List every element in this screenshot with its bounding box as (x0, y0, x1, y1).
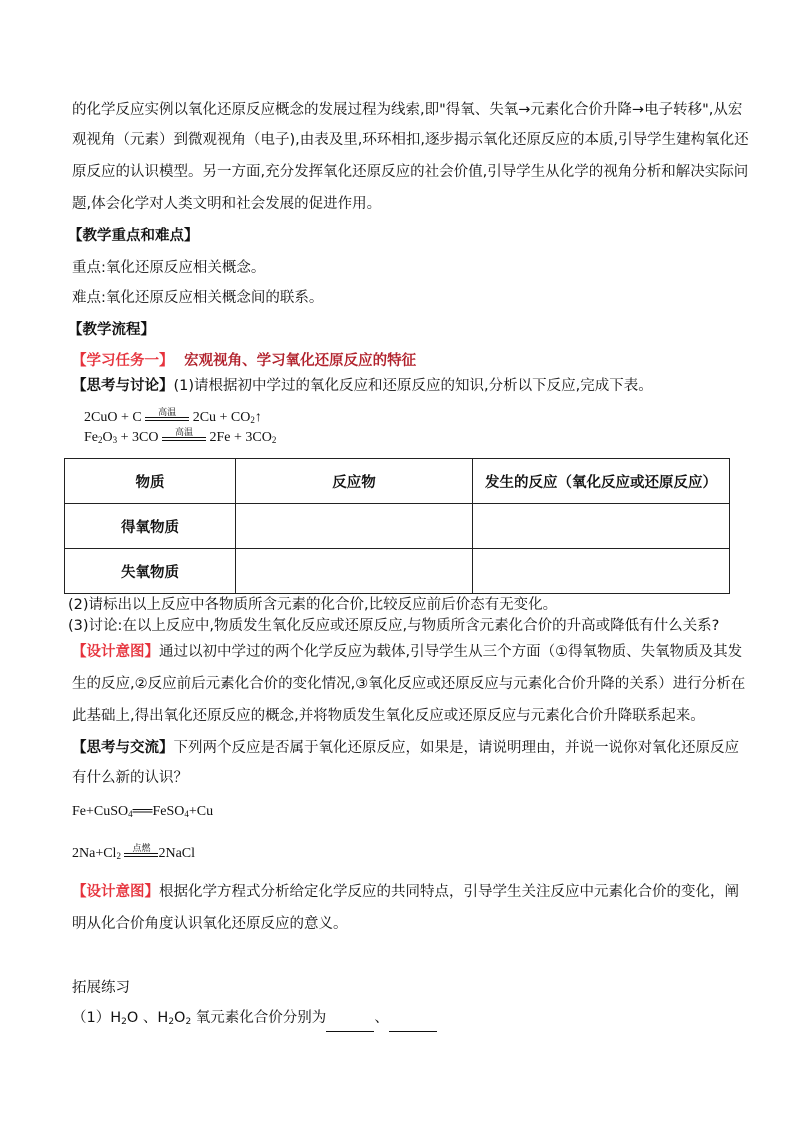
exercise-prefix: （1）H (72, 1010, 122, 1026)
design-intent-tag: 【设计意图】 (72, 644, 159, 660)
equation-2-left-a: Fe (84, 430, 98, 445)
task1-title: 宏观视角、学习氧化还原反应的特征 (184, 353, 417, 369)
table-cell[interactable] (473, 549, 730, 594)
equation-1-subscript: 2 (250, 415, 255, 425)
equation-2-sub-2: 3 (112, 435, 118, 445)
table-cell[interactable] (236, 549, 473, 594)
table-row (65, 504, 730, 549)
equation-4-sign (124, 844, 158, 862)
table-row (65, 549, 730, 594)
design-intent-tag: 【设计意图】 (72, 884, 159, 900)
intro-line-4: 题,体会化学对人类文明和社会发展的促进作用。 (72, 196, 382, 212)
discussion-line (72, 376, 732, 396)
design-intent-text: 通过以初中学过的两个化学反应为载体,引导学生从三个方面（①得氧物质、失氧物质及其发 (159, 644, 743, 660)
row-label: 得氧物质 (65, 504, 236, 549)
key-points-heading: 【教学重点和难点】 (68, 228, 199, 244)
table-header: 物质 (65, 459, 236, 504)
equation-3-product: +Cu (188, 804, 214, 819)
equation-1-condition: 高温 (158, 408, 177, 418)
answer-blank-2[interactable] (389, 1017, 437, 1032)
table-header: 反应物 (236, 459, 473, 504)
discussion-question-1: (1)请根据初中学过的氧化反应和还原反应的知识,分析以下反应,完成下表。 (173, 378, 653, 394)
exchange-line-2: 有什么新的认识？ (72, 770, 188, 786)
process-heading: 【教学流程】 (68, 322, 155, 338)
reaction-table (64, 458, 730, 594)
intro-line-1: 的化学反应实例以氧化还原反应概念的发展过程为线索,即"得氧、失氧→元素化合价升降→电子转移",从宏 (72, 102, 743, 118)
answer-blank-1[interactable] (326, 1017, 374, 1032)
equation-2-left-c: + 3CO (117, 430, 159, 445)
exercise-formula-end: O (174, 1010, 186, 1026)
equation-2-sub-1: 2 (98, 435, 103, 445)
exchange-line-1 (72, 738, 739, 758)
equation-4-condition: 点燃 (132, 844, 151, 854)
design-intent-1-line-3: 此基础上,得出氧化还原反应的概念,并将物质发生氧化反应或还原反应与元素化合价升降联系起来。 (72, 708, 705, 724)
table-cell[interactable] (236, 504, 473, 549)
equation-3 (72, 804, 213, 820)
question-2: (2)请标出以上反应中各物质所含元素的化合价,比较反应前后价态有无变化。 (68, 597, 558, 613)
design-intent-1-line-2: 生的反应,②反应前后元素化合价的变化情况,③氧化反应或还原反应与元素化合价升降的关系）进行分析在 (72, 676, 746, 692)
design-intent-1-line-1 (72, 642, 743, 662)
design-intent-2-line-2: 明从化合价角度认识氧化还原反应的意义。 (72, 916, 348, 932)
exercise-sub-3: 2 (185, 1017, 192, 1027)
design-intent-2-line-1 (72, 882, 739, 902)
equation-2-right: 2Fe + 3CO (209, 430, 272, 445)
table-header-row (65, 459, 730, 504)
exchange-text: 下列两个反应是否属于氧化还原反应，如果是，请说明理由，并说一说你对氧化还原反应 (173, 740, 739, 756)
focus-text: 重点:氧化还原反应相关概念。 (72, 260, 266, 276)
equation-2-sign (162, 428, 206, 446)
equation-1-right: 2Cu + CO (192, 410, 251, 425)
exchange-tag: 【思考与交流】 (72, 740, 174, 756)
exercise-heading: 拓展练习 (72, 980, 130, 996)
exercise-text: 氧元素化合价分别为 (191, 1010, 327, 1026)
equation-1 (84, 410, 262, 426)
table-cell[interactable] (473, 504, 730, 549)
exercise-sub-1: 2 (121, 1017, 127, 1027)
table-header: 发生的反应（氧化反应或还原反应） (473, 459, 730, 504)
equation-3-sub-2: 4 (184, 809, 189, 819)
exercise-separator: 、 (374, 1010, 389, 1026)
equation-1-left: 2CuO + C (84, 410, 142, 425)
exercise-question-1 (72, 1008, 732, 1032)
difficulty-text: 难点:氧化还原反应相关概念间的联系。 (72, 290, 324, 306)
exercise-formula-mid: O 、H (126, 1010, 169, 1026)
intro-line-3: 原反应的认识模型。另一方面,充分发挥氧化还原反应的社会价值,引导学生从化学的视角分析和解决实际问 (72, 164, 749, 180)
equation-3-sub-1: 4 (128, 809, 133, 819)
equation-2-left-b: O (102, 430, 113, 445)
discussion-tag: 【思考与讨论】 (72, 378, 174, 394)
equation-4-left: 2Na+Cl (72, 846, 117, 861)
row-label: 失氧物质 (65, 549, 236, 594)
equation-3-left: Fe+CuSO (72, 804, 129, 819)
gas-arrow: ↑ (254, 410, 262, 425)
equation-4-sub: 2 (116, 851, 121, 861)
equation-4 (72, 846, 195, 862)
task1-heading (72, 351, 732, 371)
question-3: (3)讨论:在以上反应中,物质发生氧化反应或还原反应,与物质所含元素化合价的升高或降低有什么关系? (68, 618, 720, 634)
equation-3-sign: ══ (132, 804, 153, 819)
equation-2-subscript: 2 (271, 435, 277, 445)
equation-2 (84, 430, 276, 446)
equation-4-right: 2NaCl (158, 846, 196, 861)
design-intent-text: 根据化学方程式分析给定化学反应的共同特点，引导学生关注反应中元素化合价的变化，阐 (159, 884, 739, 900)
equation-2-condition: 高温 (174, 428, 193, 438)
exercise-sub-2: 2 (168, 1017, 175, 1027)
task1-tag: 【学习任务一】 (72, 353, 174, 369)
equation-3-right: FeSO (152, 804, 185, 819)
intro-line-2: 观视角（元素）到微观视角（电子),由表及里,环环相扣,逐步揭示氧化还原反应的本质,引导学生建构氧化还 (72, 132, 749, 148)
